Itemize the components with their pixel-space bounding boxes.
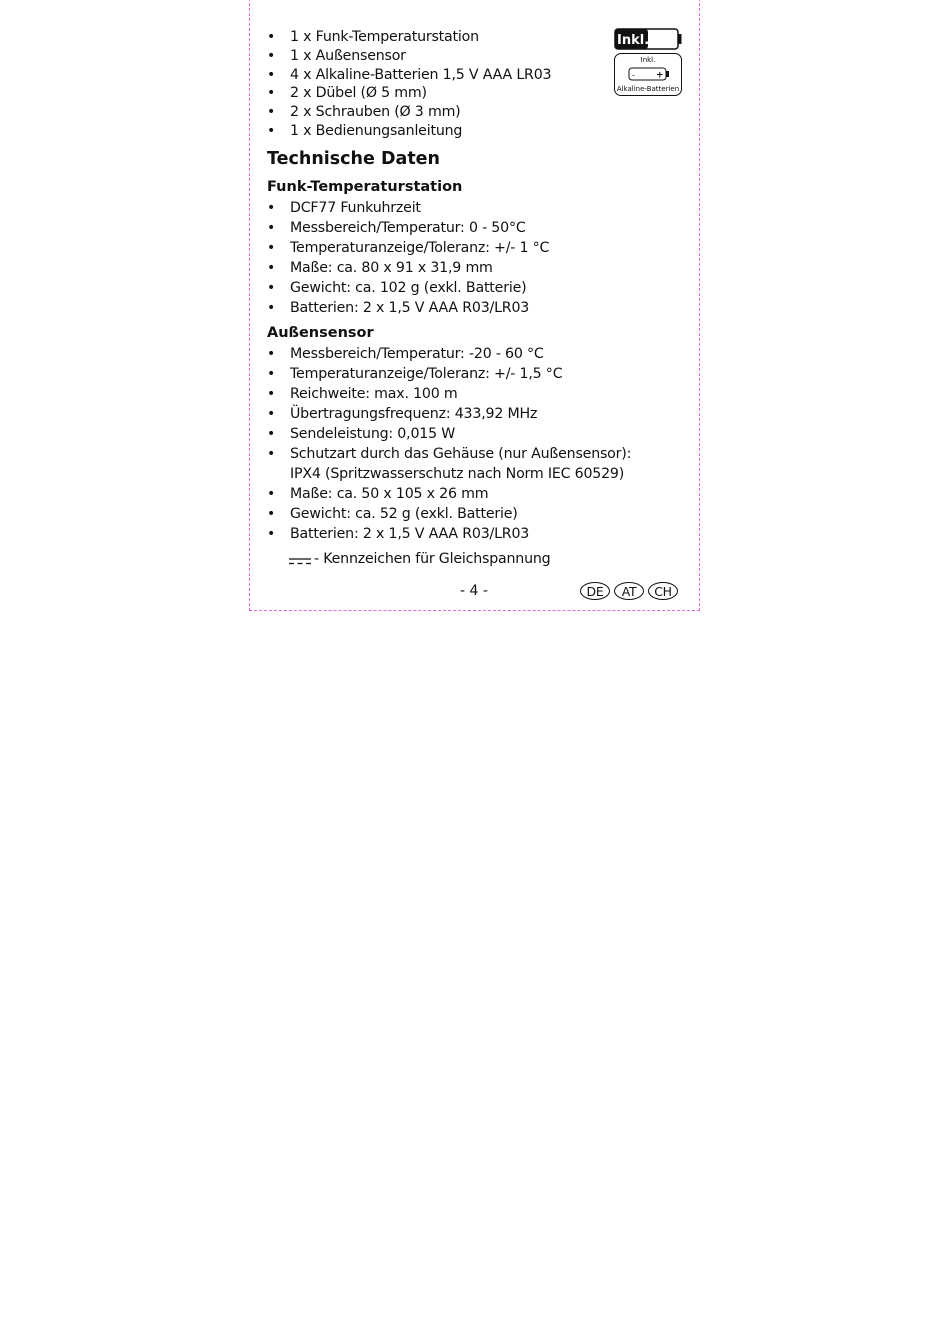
list-item: • Maße: ca. 50 x 105 x 26 mm [267, 484, 631, 504]
list-item: • Übertragungsfrequenz: 433,92 MHz [267, 404, 631, 424]
list-item: • Reichweite: max. 100 m [267, 384, 631, 404]
box-top-label: Inkl. [640, 56, 656, 64]
package-contents-list [267, 28, 551, 141]
list-item: • DCF77 Funkuhrzeit [267, 198, 549, 218]
list-item: • Gewicht: ca. 102 g (exkl. Batterie) [267, 278, 549, 298]
sensor-title: Außensensor [267, 325, 374, 341]
battery-plus: + [656, 70, 664, 81]
list-item-protection [267, 444, 631, 484]
sensor-spec-list [267, 344, 631, 544]
station-spec-list [267, 198, 549, 318]
list-item: • 1 x Außensensor [267, 47, 551, 66]
battery-minus: - [632, 70, 635, 80]
list-item: • Maße: ca. 80 x 91 x 31,9 mm [267, 258, 549, 278]
battery-icon [628, 67, 670, 81]
country-code-de: DE [580, 582, 610, 600]
list-item: • Temperaturanzeige/Toleranz: +/- 1,5 °C [267, 364, 631, 384]
box-bottom-label: Alkaline-Batterien [616, 85, 680, 93]
protection-line-1: Schutzart durch das Gehäuse (nur Außensensor): [290, 446, 632, 462]
list-item: • 2 x Dübel (Ø 5 mm) [267, 84, 551, 103]
station-title: Funk-Temperaturstation [267, 179, 463, 195]
list-item: • Gewicht: ca. 52 g (exkl. Batterie) [267, 504, 631, 524]
batteries-included-box [614, 53, 682, 96]
list-item: • Messbereich/Temperatur: 0 - 50°C [267, 218, 549, 238]
list-item: • 2 x Schrauben (Ø 3 mm) [267, 103, 551, 122]
list-item: • Messbereich/Temperatur: -20 - 60 °C [267, 344, 631, 364]
list-item: • Sendeleistung: 0,015 W [267, 424, 631, 444]
dc-note [289, 551, 550, 567]
protection-line-2: IPX4 (Spritzwasserschutz nach Norm IEC 60529) [290, 466, 625, 482]
battery-included-badge [614, 28, 682, 50]
country-code-ch: CH [648, 582, 678, 600]
country-codes [580, 582, 678, 600]
list-item: • 1 x Bedienungsanleitung [267, 122, 551, 141]
section-title: Technische Daten [267, 149, 441, 169]
direct-current-icon [289, 557, 311, 565]
list-item: • Temperaturanzeige/Toleranz: +/- 1 °C [267, 238, 549, 258]
dc-note-text: - Kennzeichen für Gleichspannung [314, 551, 551, 567]
list-item: • 1 x Funk-Temperaturstation [267, 28, 551, 47]
badge-label: Inkl. [617, 33, 650, 48]
list-item: • 4 x Alkaline-Batterien 1,5 V AAA LR03 [267, 66, 551, 85]
page-number: - 4 - [460, 583, 488, 599]
list-item: • Batterien: 2 x 1,5 V AAA R03/LR03 [267, 524, 631, 544]
list-item: • Batterien: 2 x 1,5 V AAA R03/LR03 [267, 298, 549, 318]
country-code-at: AT [614, 582, 644, 600]
